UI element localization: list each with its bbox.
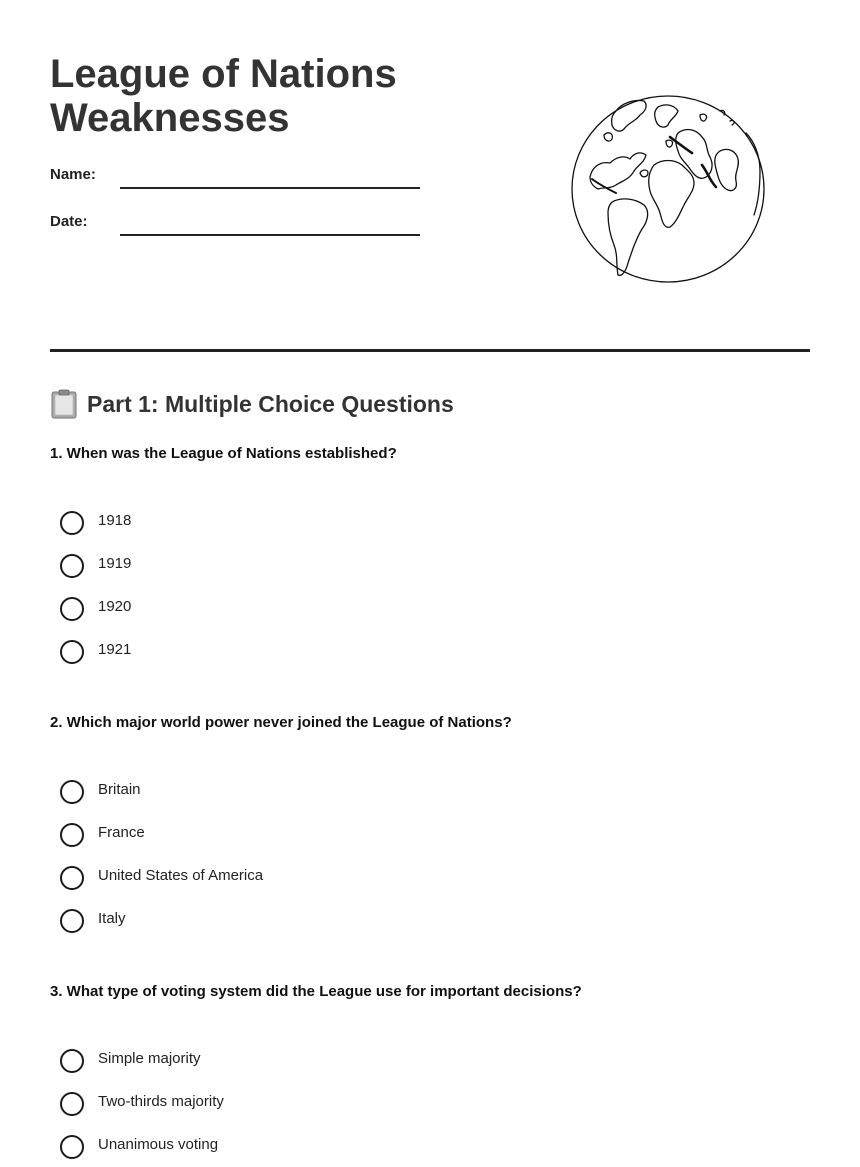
option-label: Simple majority — [98, 1050, 201, 1067]
answer-option[interactable] — [50, 500, 750, 543]
option-label: 1918 — [98, 512, 132, 529]
radio-button[interactable] — [60, 780, 84, 804]
clipboard-icon — [50, 389, 78, 419]
answer-option[interactable] — [50, 898, 750, 941]
answer-options — [50, 769, 750, 941]
question-text: 2. Which major world power never joined the League of Nations? — [50, 714, 512, 731]
title-line-2: Weaknesses — [50, 96, 290, 140]
question-text: 1. When was the League of Nations established? — [50, 445, 397, 462]
question-3 — [50, 981, 810, 1153]
answer-option[interactable] — [50, 543, 750, 586]
title-line-1: League of Nations — [50, 52, 397, 96]
answer-options — [50, 500, 750, 672]
radio-button[interactable] — [60, 597, 84, 621]
option-label: 1920 — [98, 598, 132, 615]
answer-option[interactable] — [50, 1081, 750, 1124]
worksheet-page — [50, 0, 810, 1161]
answer-option[interactable] — [50, 769, 750, 812]
radio-button[interactable] — [60, 823, 84, 847]
option-label: 1919 — [98, 555, 132, 572]
section-heading — [50, 388, 454, 420]
radio-button[interactable] — [60, 1049, 84, 1073]
section-divider — [50, 349, 810, 352]
option-label: Two-thirds majority — [98, 1093, 224, 1110]
answer-options — [50, 1038, 750, 1167]
date-label: Date: — [50, 213, 88, 230]
option-label: France — [98, 824, 145, 841]
name-field[interactable] — [50, 160, 420, 190]
answer-option[interactable] — [50, 812, 750, 855]
option-label: Italy — [98, 910, 126, 927]
radio-button[interactable] — [60, 909, 84, 933]
radio-button[interactable] — [60, 640, 84, 664]
name-line[interactable] — [120, 187, 420, 189]
answer-option[interactable] — [50, 629, 750, 672]
globe-icon — [570, 93, 768, 285]
option-label: 1921 — [98, 641, 132, 658]
answer-option[interactable] — [50, 855, 750, 898]
date-field[interactable] — [50, 207, 420, 237]
radio-button[interactable] — [60, 511, 84, 535]
radio-button[interactable] — [60, 866, 84, 890]
answer-option[interactable] — [50, 586, 750, 629]
option-label: Unanimous voting — [98, 1136, 219, 1153]
option-label: United States of America — [98, 867, 264, 884]
question-2 — [50, 712, 810, 927]
radio-button[interactable] — [60, 554, 84, 578]
question-text: 3. What type of voting system did the League use for important decisions? — [50, 983, 582, 1000]
answer-option[interactable] — [50, 1038, 750, 1081]
worksheet-title — [50, 52, 470, 140]
name-label: Name: — [50, 166, 96, 183]
date-line[interactable] — [120, 234, 420, 236]
section-title: Part 1: Multiple Choice Questions — [87, 390, 454, 417]
option-label: Britain — [98, 781, 141, 798]
radio-button[interactable] — [60, 1092, 84, 1116]
question-1 — [50, 443, 810, 658]
radio-button[interactable] — [60, 1135, 84, 1159]
